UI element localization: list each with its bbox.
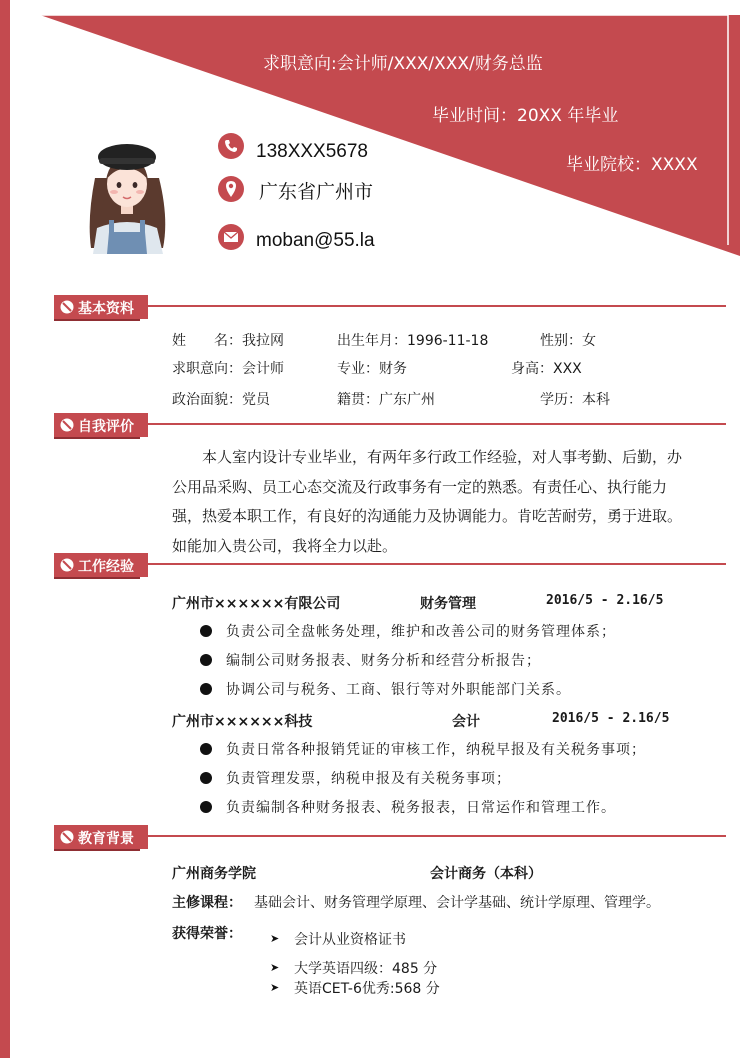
- phone-icon: [218, 133, 244, 159]
- section-label: 教育背景: [78, 831, 134, 847]
- work-role: 财务管理: [420, 596, 476, 612]
- email-icon: [218, 224, 244, 250]
- section-label: 自我评价: [78, 419, 134, 435]
- bullet-dot: [200, 743, 212, 755]
- honor-item: 大学英语四级：485 分: [294, 961, 438, 977]
- info-education: 学历：本科: [540, 392, 610, 408]
- work-duty: 负责日常各种报销凭证的审核工作，纳税早报及有关税务事项；: [226, 742, 646, 758]
- work-company: 广州市××××××科技: [172, 714, 313, 730]
- section-marker-icon: [59, 417, 75, 433]
- objective-title: 求职意向:会计师/XXX/XXX/财务总监: [263, 54, 543, 74]
- location-text: 广东省广州市: [259, 182, 374, 203]
- section-heading-basic: [54, 295, 726, 321]
- edu-honors-label: 获得荣誉：: [172, 926, 242, 942]
- work-duty: 负责管理发票，纳税申报及有关税务事项；: [226, 771, 511, 787]
- honor-item: 会计从业资格证书: [294, 932, 406, 948]
- self-evaluation-text: 本人室内设计专业毕业，有两年多行政工作经验，对人事考勤、后勤，办公用品采购、员工心态交流及行政事务有一定的熟悉。有责任心、执行能力强，热爱本职工作，有良好的沟通能力及协调能力。肯吃苦耐劳，勇于进取。如能加入贵公司，我将全力以赴。: [172, 448, 683, 555]
- info-height: 身高：XXX: [511, 361, 582, 377]
- edu-courses-label: 主修课程：: [172, 895, 242, 911]
- info-name: 姓 名：我拉网: [172, 333, 284, 349]
- edu-school: 广州商务学院: [172, 866, 256, 882]
- work-duty: 编制公司财务报表、财务分析和经营分析报告；: [226, 653, 541, 669]
- bullet-dot: [200, 801, 212, 813]
- work-duty: 负责公司全盘帐务处理，维护和改善公司的财务管理体系；: [226, 624, 616, 640]
- section-heading-self-eval: [54, 413, 726, 439]
- phone-number: 138XXX5678: [256, 141, 368, 162]
- work-duty: 协调公司与税务、工商、银行等对外职能部门关系。: [226, 682, 571, 698]
- section-heading-work: [54, 553, 726, 579]
- avatar: [77, 128, 177, 254]
- bullet-dot: [200, 654, 212, 666]
- info-birth: 出生年月：1996-11-18: [337, 333, 489, 349]
- section-heading-education: [54, 825, 726, 851]
- arrow-bullet-icon: ➤: [270, 932, 280, 945]
- work-period: 2016/5 - 2.16/5: [546, 593, 664, 608]
- section-label: 工作经验: [78, 559, 134, 575]
- edu-major: 会计商务（本科）: [430, 866, 542, 882]
- graduation-time: 毕业时间：20XX 年毕业: [432, 106, 619, 126]
- work-company: 广州市××××××有限公司: [172, 596, 341, 612]
- arrow-bullet-icon: ➤: [270, 981, 280, 994]
- section-label: 基本资料: [78, 301, 134, 317]
- arrow-bullet-icon: ➤: [270, 961, 280, 974]
- info-major: 专业：财务: [337, 361, 407, 377]
- work-period: 2016/5 - 2.16/5: [552, 711, 670, 726]
- honor-item: 英语CET-6优秀:568 分: [294, 981, 440, 997]
- bullet-dot: [200, 683, 212, 695]
- work-role: 会计: [452, 714, 480, 730]
- location-icon: [218, 176, 244, 202]
- edu-courses: 基础会计、财务管理学原理、会计学基础、统计学原理、管理学。: [254, 895, 660, 911]
- section-marker-icon: [59, 557, 75, 573]
- info-native: 籍贯：广东广州: [337, 392, 435, 408]
- info-gender: 性别：女: [540, 333, 596, 349]
- bullet-dot: [200, 772, 212, 784]
- work-duty: 负责编制各种财务报表、税务报表，日常运作和管理工作。: [226, 800, 616, 816]
- info-objective: 求职意向：会计师: [172, 361, 284, 377]
- email-address: moban@55.la: [256, 230, 375, 251]
- graduation-school: 毕业院校：XXXX: [566, 155, 698, 175]
- info-political: 政治面貌：党员: [172, 392, 270, 408]
- bullet-dot: [200, 625, 212, 637]
- section-marker-icon: [59, 829, 75, 845]
- section-marker-icon: [59, 299, 75, 315]
